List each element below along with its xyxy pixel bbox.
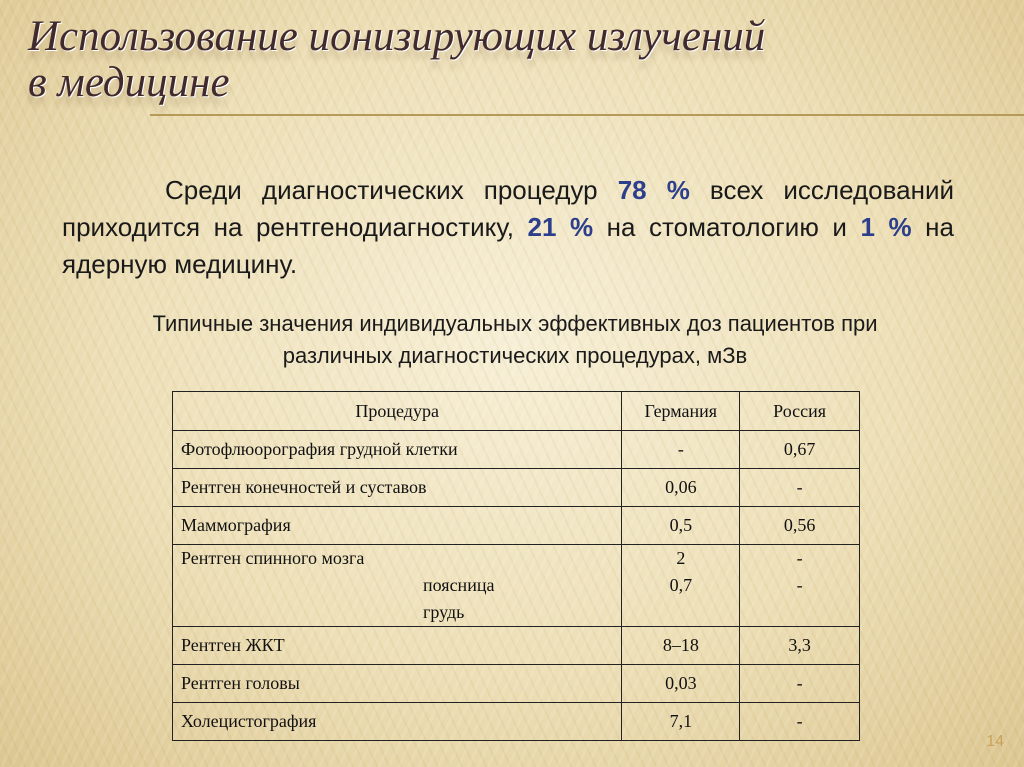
header-procedure: Процедура (173, 392, 622, 431)
russia-cell: - (740, 665, 860, 703)
procedure-cell: Холецистография (173, 703, 622, 741)
caption-line-1: Типичные значения индивидуальных эффективных доз пациентов при (152, 311, 878, 336)
procedure-cell (173, 545, 622, 627)
germany-cell: 0,06 (622, 469, 740, 507)
germany-cell: 8–18 (622, 627, 740, 665)
germany-cell: 0,5 (622, 507, 740, 545)
russia-cell: 3,3 (740, 627, 860, 665)
table-row (173, 469, 860, 507)
procedure-cell: Рентген ЖКТ (173, 627, 622, 665)
germany-cell: - (622, 431, 740, 469)
header-germany: Германия (622, 392, 740, 431)
russia-cell: 0,67 (740, 431, 860, 469)
paragraph-text-2: всех исследований приходится на рентгенодиагностику, (62, 175, 955, 242)
germany-cell: 0,03 (622, 665, 740, 703)
table-caption (60, 308, 970, 372)
caption-line-2: различных диагностических процедурах, мЗв (282, 343, 748, 368)
germany-sub-value: 2 (676, 548, 686, 568)
percent-value-1: 78 % (617, 175, 690, 205)
paragraph-text-4: на ядерную медицину. (62, 212, 954, 279)
procedure-sub-label: грудь (423, 602, 465, 622)
germany-cell: 7,1 (622, 703, 740, 741)
page-number: 14 (986, 733, 1004, 750)
table-row (173, 703, 860, 741)
germany-cell (622, 545, 740, 627)
slide-title (28, 14, 765, 106)
title-line-1: Использование ионизирующих излучений (28, 13, 766, 60)
intro-paragraph (62, 172, 954, 283)
table-row (173, 507, 860, 545)
russia-sub-value: - (796, 548, 803, 568)
title-divider (150, 114, 1024, 116)
dose-table (172, 391, 860, 741)
table-row (173, 665, 860, 703)
paragraph-text-3: на стоматологию и (606, 212, 847, 242)
russia-cell: - (740, 469, 860, 507)
paragraph-text-1: Среди диагностических процедур (165, 175, 598, 205)
germany-sub-value: 0,7 (669, 575, 693, 595)
russia-sub-value: - (796, 575, 803, 595)
percent-value-2: 21 % (527, 212, 594, 242)
title-line-2: в медицине (28, 59, 230, 106)
percent-value-3: 1 % (860, 212, 912, 242)
procedure-sub-label: поясница (423, 575, 495, 595)
table-row (173, 431, 860, 469)
procedure-cell: Маммография (173, 507, 622, 545)
procedure-cell: Рентген головы (173, 665, 622, 703)
russia-cell: 0,56 (740, 507, 860, 545)
header-russia: Россия (740, 392, 860, 431)
procedure-cell: Фотофлюорография грудной клетки (173, 431, 622, 469)
russia-cell: - (740, 703, 860, 741)
russia-cell (740, 545, 860, 627)
procedure-cell: Рентген конечностей и суставов (173, 469, 622, 507)
table-row (173, 545, 860, 627)
table-header-row (173, 392, 860, 431)
table-row (173, 627, 860, 665)
procedure-main-label: Рентген спинного мозга (181, 548, 365, 568)
